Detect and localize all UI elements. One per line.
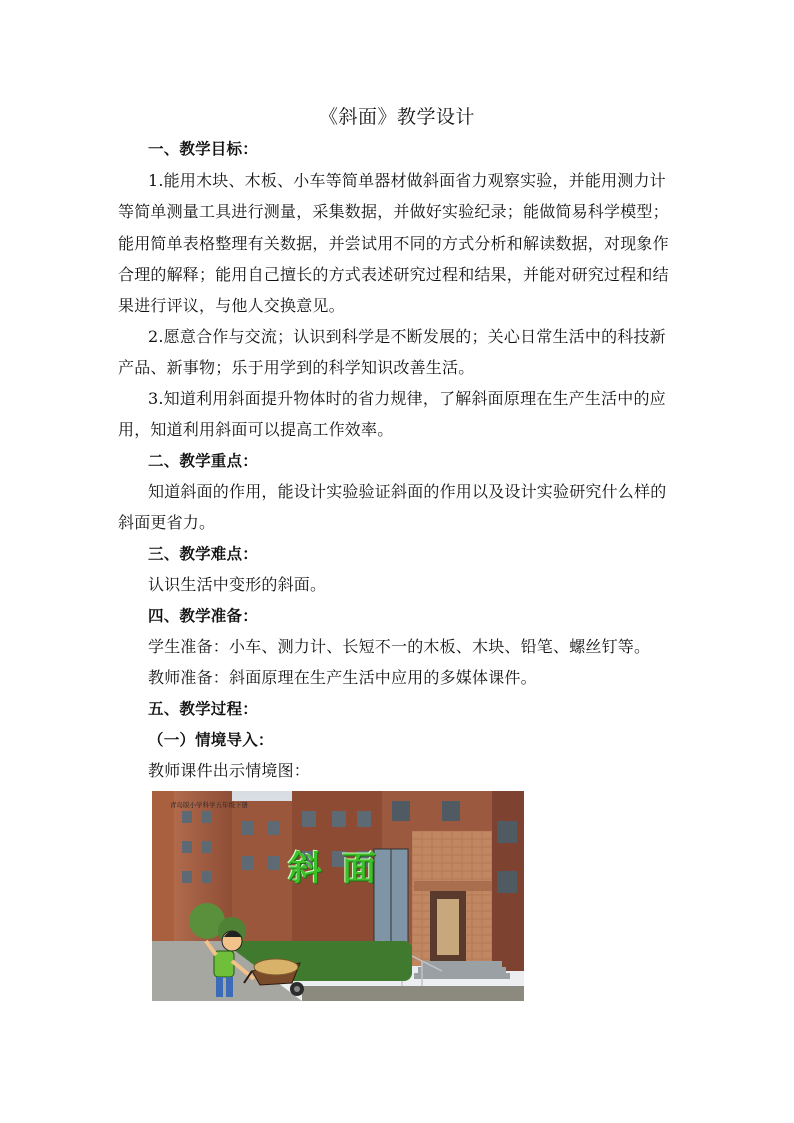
paragraph-line: 等简单测量工具进行测量，采集数据，并做好实验纪录；能做简易科学模型；	[118, 202, 669, 221]
image-title-char-2: 面	[342, 849, 376, 889]
paragraph-line: 斜面更省力。	[118, 513, 216, 532]
paragraph-line: 教师准备：斜面原理在生产生活中应用的多媒体课件。	[148, 668, 537, 687]
paragraph-line: 2.愿意合作与交流；认识到科学是不断发展的；关心日常生活中的科技新	[148, 327, 666, 346]
image-title-char-1: 斜	[288, 849, 322, 889]
paragraph-line: 1.能用木块、木板、小车等简单器材做斜面省力观察实验，并能用测力计	[148, 171, 666, 190]
paragraph-line: 果进行评议，与他人交换意见。	[118, 296, 345, 315]
paragraph-line: 知道斜面的作用，能设计实验验证斜面的作用以及设计实验研究什么样的	[148, 482, 667, 501]
paragraph-line: 能用简单表格整理有关数据，并尝试用不同的方式分析和解读数据，对现象作	[118, 234, 669, 253]
paragraph-line: 用，知道利用斜面可以提高工作效率。	[118, 420, 394, 439]
scene-image	[152, 791, 524, 1001]
document-title: 《斜面》教学设计	[318, 106, 475, 128]
paragraph-line: 产品、新事物；乐于用学到的科学知识改善生活。	[118, 358, 475, 377]
paragraph-line: 学生准备：小车、测力计、长短不一的木板、木块、铅笔、螺丝钉等。	[148, 637, 651, 656]
paragraph-line: 3.知道利用斜面提升物体时的省力规律，了解斜面原理在生产生活中的应	[148, 389, 666, 408]
image-caption: 青岛版小学科学五年级下册	[170, 801, 248, 809]
section-heading-difficulties: 三、教学难点：	[148, 545, 258, 563]
subsection-heading-intro: （一）情境导入：	[148, 731, 274, 749]
section-heading-objectives: 一、教学目标：	[148, 140, 258, 158]
paragraph-line: 教师课件出示情境图：	[148, 761, 311, 780]
building-scene-illustration	[152, 791, 524, 1001]
paragraph-line: 合理的解释；能用自己擅长的方式表述研究过程和结果，并能对研究过程和结	[118, 265, 669, 284]
section-heading-key-points: 二、教学重点：	[148, 452, 258, 470]
paragraph-line: 认识生活中变形的斜面。	[148, 575, 327, 594]
section-heading-preparation: 四、教学准备：	[148, 607, 258, 625]
section-heading-process: 五、教学过程：	[148, 700, 258, 718]
